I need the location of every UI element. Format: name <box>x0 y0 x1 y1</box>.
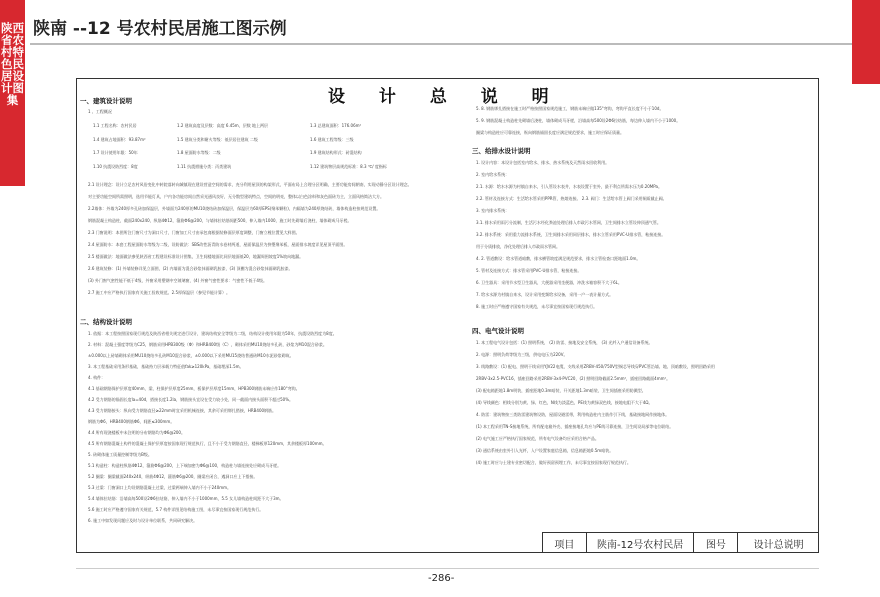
body-line: 6. 卫生器具：采用节水型卫生器具，大便器采用坐便器，冲洗水箱容积不大于6L。 <box>476 280 622 285</box>
body-line: 2. 电源：照明负荷等级为三级，供电电压为220V。 <box>476 352 568 357</box>
section-sub-heading: 1 、工程概况 <box>88 109 112 114</box>
header-divider <box>30 43 852 45</box>
body-line: 2. 室内给水系统： <box>476 172 510 177</box>
body-line: (4) 导线颜色：相线分别为黄、绿、红色，N线为淡蓝色，PE线为黄绿双色线，接地电阻不大于4Ω。 <box>476 400 653 405</box>
body-line: 3. 线路敷设：(1) 配电、照明干线采用YJV22电缆，支线采用ZRBV-450/750V型铜芯导线穿PVC管沿墙、地、顶暗敷设，照明回路采用 <box>476 364 715 369</box>
body-line: 4. 2. 管道敷设：给水管道暗敷，排水横管坡度满足规范要求，排水立管检查口距地面1.0m。 <box>476 256 641 261</box>
body-line: 4.5 所有钢筋混凝土构件的混凝土保护层厚度按国家现行规范执行，且不小于受力钢筋直径，楼梯板厚120mm，其余楼板厚100mm。 <box>88 441 327 446</box>
param-cell: 1.1 工程名称：农村民居 <box>93 123 137 128</box>
title-block-project-name: 陕南-12号农村民居 <box>587 533 695 553</box>
body-line: 2.6 建筑装修：(1) 外墙装修详见立面图，(2) 内墙面为混合砂浆抹面刷乳胶漆，(3) 顶棚为混合砂浆抹面刷乳胶漆。 <box>88 266 293 271</box>
section-structure-heading: 二、结构设计说明 <box>80 318 132 326</box>
param-cell: 1.2 建筑高度及层数：高度 6.45m，层数 地上两层 <box>177 123 268 128</box>
body-line: 圈梁与构造柱应可靠连接，纵向钢筋锚固长度应满足规范要求，施工时应保证质量。 <box>476 130 624 135</box>
body-line: 2.1 设计理念：设计立足农村风俗变化中转院落转向城镇现在建设营造空间的需求，充分利用屋顶的构架形式，平面布局上合理分区明确，主要功能房间朝南，实现动静分区设计理念。 <box>88 182 412 187</box>
body-line: 3. 室内排水系统： <box>476 208 510 213</box>
footer-divider <box>76 568 819 569</box>
body-line: 2.3 门窗说明：本图所注门窗尺寸为洞口尺寸，门窗加工尺寸由承包商根据装修面层厚度调整，门窗立樘位置见大样图。 <box>88 230 300 235</box>
body-line: 6. 施工中如发现问题应及时与设计单位联系，共同研究解决。 <box>88 518 198 523</box>
body-line: 5.3 过梁：门窗洞口上均设钢筋混凝土过梁，过梁两端伸入墙内不小于240mm。 <box>88 485 232 490</box>
body-line: 1. 依据：本工程按照国家现行规范及陕西省相关规定进行设计，建筑结构安全等级为二级，结构设计使用年限为50年，抗震设防烈度为8度。 <box>88 331 337 336</box>
body-line: 1. 本工程电气设计包括：(1) 照明系统， (2) 防雷、接地及安全系统， (3) 光纤入户通信设备系统。 <box>476 340 653 345</box>
body-line: 2.4 屋面防水：本套工程屋面防水等级为二级，设防做法：SBS改性沥青防水卷材两道，屋面保温层为挤塑聚苯板，屋面排水坡度详见屋顶平面图。 <box>88 242 348 247</box>
body-line: 4. 构件： <box>88 375 106 380</box>
body-line: 5.6 施工时应严格遵守国家有关规范，5.7 构件详图见结构施工图，未尽事宜按国家现行规范执行。 <box>88 507 264 512</box>
param-cell: 1.7 设计使用年限：50年 <box>93 150 138 155</box>
param-cell: 1.6 建筑工程等级：三级 <box>310 137 354 142</box>
body-line: 5.2 圈梁：圈梁截面240x240，纵筋4Φ12，箍筋Φ6@200，圈梁应闭合，遇洞口应上下搭接。 <box>88 474 258 479</box>
body-line: (3) 外门窗气密性能不低于4级，外窗采用塑钢中空玻璃窗，(4) 外窗气密性要求：气密性不低于4级。 <box>88 278 267 283</box>
body-line: 2.2. 管材及连接方式：生活给水管采用PPR管，热熔连接。 2.3. 阀门：生活给水管上阀门采用铜质截止阀。 <box>476 196 667 201</box>
body-line: 5. 9. 钢筋混凝土构造柱先砌墙后浇柱，墙体砌成马牙槎，沿墙高每500设2Φ6拉结筋，每边伸入墙内不小于1000。 <box>476 118 681 123</box>
body-line: 用于分质排放，净化处理后排入市政雨水管网。 <box>476 244 560 249</box>
body-line: (2) 电气施工应严格执行国家规范，所有电气设备均应采用合格产品。 <box>476 436 599 441</box>
body-line: 8. 施工时应严格遵守国家有关规范，未尽事宜按国家现行规范执行。 <box>476 304 598 309</box>
title-block-project-label: 项目 <box>543 533 587 553</box>
body-line: (1) 本工程采用TN-S接地系统，所有配电箱外壳、插座接地孔均应与PE线可靠连接，卫生间设局部等电位联结。 <box>476 424 674 429</box>
body-line: 5. 砖砌体施工质量控制等级为B级。 <box>88 452 152 457</box>
body-line: 3.2. 排水系统：采用重力流排水系统，卫生间排水采用同层排水，排水立管采用PVC-U排水管，粘接连接。 <box>476 232 666 237</box>
body-line: 5.4 墙体拉结筋：沿墙高每500设2Φ6拉结筋，伸入墙内不小于1000mm，5.5 女儿墙构造柱间距不大于3m。 <box>88 496 284 501</box>
body-line: 4.3 受力钢筋接头：纵向受力钢筋直径≥22mm时宜采用机械连接，其余可采用绑扎搭接，HRB400钢筋。 <box>88 408 277 413</box>
body-line: 钢筋为Φ6，HRB400钢筋Φ6，间距≤300mm。 <box>88 419 175 424</box>
param-cell: 1.8 屋面防水等级：二级 <box>177 150 221 155</box>
body-line: 4.1 基础钢筋保护层厚度40mm，梁、柱保护层厚度25mm，板保护层厚度15mm，HPB300钢筋末端应作180°弯钩。 <box>88 386 300 391</box>
corner-tab <box>852 0 880 84</box>
page-number: -286- <box>428 573 455 584</box>
spine-banner: 陕西省农村特色民居设计图集 <box>0 0 25 186</box>
body-line: 4.2 受力钢筋的锚固长度la=40d，搭接长度1.2la，钢筋接头宜设在受力较小处，同一截面内接头面积不超过50%。 <box>88 397 293 402</box>
body-line: 1. 设计内容：本设计包括室内给水、排水、热水系统及天然雨水回收利用。 <box>476 160 610 165</box>
body-line: 对主要功能空间所需照明，选用节能灯具，户内各功能房间自然采光通风良好，无分散型建筑特点，空间的明亮，整体以白色涂料和灰色面砖为主，立面风格简洁大方。 <box>88 194 384 199</box>
title-block-drawing-name: 设计总说明 <box>753 539 804 551</box>
body-line: 钢筋混凝土构造柱，截面240x240，纵筋4Φ12，箍筋Φ6@200，与墙体拉结筋间距500，伸入墙内1000，施工时先砌墙后浇柱，墙体砌成马牙槎。 <box>88 218 352 223</box>
body-line: 3.1. 排水采用雨污分流制，生活污水经化粪池处理后排入市政污水管网，卫生间排水立管设伸顶通气管。 <box>476 220 661 225</box>
page-title: 陕南 --12 号农村民居施工图示例 <box>33 19 287 39</box>
param-cell: 1.9 建筑结构形式：砖混结构 <box>310 150 362 155</box>
body-line: (3) 通信系统由室外引入光纤，入户设置家庭信息箱，信息箱距地0.5m暗装。 <box>476 448 614 453</box>
body-line: 5.1 构造柱：构造柱纵筋4Φ12，箍筋Φ6@200，上下端加密为Φ6@100，构造柱与墙连接处应砌成马牙槎。 <box>88 463 282 468</box>
title-block <box>542 532 819 553</box>
section-electrical-heading: 四、电气设计说明 <box>472 327 524 335</box>
param-cell: 1.3 总建筑面积：176.06m² <box>310 123 362 128</box>
body-line: 2RBV-3x2.5-PVC16，插座回路采用2RBV-3x4-PVC20，(2) 照明回路截面2.5mm²，插座回路截面4mm²。 <box>476 376 671 381</box>
body-line: 2. 材料：混凝土强度等级为C25，钢筋采用HPB300级（Φ）和HRB400级（C），砌体采用MU10烧结多孔砖，砂浆为M10混合砂浆。 <box>88 342 327 347</box>
section-plumbing-heading: 三、给排水设计说明 <box>472 147 531 155</box>
param-cell: 1.5 建筑分类和耐火等级：低层居住建筑 二级 <box>177 137 258 142</box>
body-line: 2.5 楼面做法：地面做法参见陕西省工程建设标准设计图集，卫生间楼地面比同层地面低20，地漏周围坡度1%坡向地漏。 <box>88 254 304 259</box>
param-cell: 1.4 建筑占地面积：93.87m² <box>93 137 146 142</box>
param-cell: 1.10 抗震设防烈度：8度 <box>93 164 138 169</box>
body-line: 2.2墙体：外墙为240厚多孔砖加保温层，外墙面为240厚的MU10烧结砖加保温层，保温层为60厚EPS(聚苯颗粒)，内隔墙为240厚烧结砖，墙体构造柱按规范设置。 <box>88 206 381 211</box>
section-architecture-heading: 一、建筑设计说明 <box>80 97 132 105</box>
body-line: (3) 配电箱距地1.8m明装，插座距地0.3m暗装，开关距地1.3m暗装，卫生间插座采用防溅型。 <box>476 388 646 393</box>
body-line: 7. 给水水源为村镇自来水，设计采用变频给水设备，采用一户一表计量方式。 <box>476 292 614 297</box>
body-line: 3. 本工程基础采用条形基础，基础持力层承载力特征值fak≥120kPa，基础埋深1.5m。 <box>88 364 244 369</box>
title-block-drawing-label: 图号 <box>694 533 738 553</box>
param-cell: 1.12 建筑物层高规范标准：8.3 ℃/ 度指标 <box>310 164 387 169</box>
body-line: (4) 施工时应与土建专业密切配合，做好预留预埋工作，未尽事宜按国家现行规范执行。 <box>476 460 631 465</box>
body-line: 5. 8. 钢筋绑扎搭接在施工时严格按照国家规范施工，钢筋末端应做135°弯钩，弯钩平直长度不小于10d。 <box>476 106 664 111</box>
body-line: 2.7 施工中应严格执行国家有关施工验收规范。2.5厚保温层（参见节能计算）。 <box>88 290 230 295</box>
body-line: 2.1. 水源：给水水源为村镇自来水，引入管设水表井，水表设置于室外，最不利点所需水压为0.20MPa。 <box>476 184 662 189</box>
body-line: 4. 防雷：建筑物按三类防雷建筑物设防，屋面设避雷带，利用构造柱内主筋作引下线，基础接地网作接地体。 <box>476 412 670 417</box>
body-line: ±0.000以上砖墙砌体采用MU10烧结多孔砖M10混合砂浆，±0.000以下采用MU15烧结普通砖M10水泥砂浆砌筑。 <box>88 353 294 358</box>
body-line: 5. 管材及连接方式：排水管采用PVC-U排水管，粘接连接。 <box>476 268 582 273</box>
param-cell: 1.11 抗震措施分类：丙类建筑 <box>177 164 232 169</box>
body-line: 4.4 所有现浇楼板中未注明的分布钢筋均为Φ6@200。 <box>88 430 185 435</box>
sheet-title: 设 计 总 说 明 <box>328 87 563 107</box>
